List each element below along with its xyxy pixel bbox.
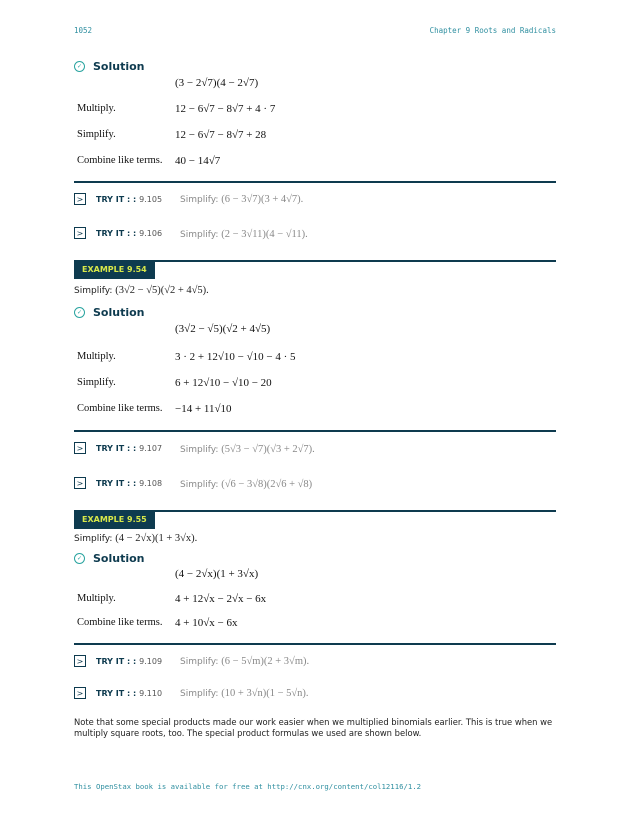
- chevron-right-icon[interactable]: >: [74, 655, 86, 667]
- exercise-number: 9.107: [139, 443, 163, 453]
- example-statement: Simplify: (4 − 2√x)(1 + 3√x).: [74, 533, 198, 544]
- exercise-problem: Simplify: (5√3 − √7)(√3 + 2√7).: [180, 444, 315, 455]
- step-label: Simplify.: [77, 129, 116, 140]
- example-tag: EXAMPLE 9.54: [74, 261, 155, 279]
- divider: [74, 181, 556, 183]
- example-tag: EXAMPLE 9.55: [74, 511, 155, 529]
- step-label: Simplify.: [77, 377, 116, 388]
- exercise-number: 9.110: [139, 688, 163, 698]
- try-it-label: TRY IT : :: [96, 478, 137, 488]
- step-expr: 12 − 6√7 − 8√7 + 28: [175, 129, 267, 141]
- step-label: Multiply.: [77, 351, 116, 362]
- body-paragraph: Note that some special products made our work easier when we multiplied binomials earlier. This is true when we multiply square roots, too. The special product formulas we used are shown below.: [74, 717, 553, 738]
- solution-label: Solution: [93, 60, 145, 73]
- chevron-right-icon[interactable]: >: [74, 687, 86, 699]
- solution-heading: [74, 306, 145, 319]
- step-label: Combine like terms.: [77, 403, 163, 414]
- try-it-label: TRY IT : :: [96, 688, 137, 698]
- check-circle-icon: ✓: [74, 553, 85, 564]
- try-it-label: TRY IT : :: [96, 228, 137, 238]
- divider: [74, 643, 556, 645]
- exercise-problem: Simplify: (10 + 3√n)(1 − 5√n).: [180, 688, 309, 699]
- footer-link[interactable]: This OpenStax book is available for free at http://cnx.org/content/col12116/1.2: [74, 782, 422, 791]
- step-expr: 3 · 2 + 12√10 − √10 − 4 · 5: [175, 351, 296, 363]
- step-label: Combine like terms.: [77, 155, 163, 166]
- chevron-right-icon[interactable]: >: [74, 193, 86, 205]
- chevron-right-icon[interactable]: >: [74, 477, 86, 489]
- step-label: Multiply.: [77, 103, 116, 114]
- try-it-label: TRY IT : :: [96, 656, 137, 666]
- try-it-row[interactable]: [74, 227, 162, 239]
- divider: [74, 430, 556, 432]
- exercise-number: 9.108: [139, 478, 163, 488]
- exercise-number: 9.106: [139, 228, 163, 238]
- try-it-row[interactable]: [74, 655, 162, 667]
- step-expr: 40 − 14√7: [175, 155, 221, 167]
- page-number: 1052: [74, 26, 93, 35]
- exercise-number: 9.105: [139, 194, 163, 204]
- step-expr: 4 + 12√x − 2√x − 6x: [175, 593, 267, 605]
- chevron-right-icon[interactable]: >: [74, 227, 86, 239]
- step-expr: −14 + 11√10: [175, 403, 232, 415]
- try-it-row[interactable]: [74, 442, 162, 454]
- step-label: Multiply.: [77, 593, 116, 604]
- chevron-right-icon[interactable]: >: [74, 442, 86, 454]
- step-label: Combine like terms.: [77, 617, 163, 628]
- solution-heading: [74, 60, 145, 73]
- example-statement: Simplify: (3√2 − √5)(√2 + 4√5).: [74, 285, 209, 296]
- math-start: (3√2 − √5)(√2 + 4√5): [175, 323, 271, 335]
- check-circle-icon: ✓: [74, 61, 85, 72]
- math-start: (4 − 2√x)(1 + 3√x): [175, 568, 259, 580]
- try-it-label: TRY IT : :: [96, 194, 137, 204]
- chapter-title: Chapter 9 Roots and Radicals: [429, 26, 556, 35]
- try-it-row[interactable]: [74, 193, 162, 205]
- exercise-number: 9.109: [139, 656, 163, 666]
- try-it-row[interactable]: [74, 687, 162, 699]
- solution-heading: [74, 552, 145, 565]
- try-it-label: TRY IT : :: [96, 443, 137, 453]
- try-it-row[interactable]: [74, 477, 162, 489]
- step-expr: 4 + 10√x − 6x: [175, 617, 238, 629]
- exercise-problem: Simplify: (6 − 3√7)(3 + 4√7).: [180, 194, 304, 205]
- solution-label: Solution: [93, 552, 145, 565]
- step-expr: 6 + 12√10 − √10 − 20: [175, 377, 272, 389]
- exercise-problem: Simplify: (2 − 3√11)(4 − √11).: [180, 229, 308, 240]
- math-start: (3 − 2√7)(4 − 2√7): [175, 77, 259, 89]
- exercise-problem: Simplify: (√6 − 3√8)(2√6 + √8): [180, 479, 313, 490]
- exercise-problem: Simplify: (6 − 5√m)(2 + 3√m).: [180, 656, 310, 667]
- check-circle-icon: ✓: [74, 307, 85, 318]
- step-expr: 12 − 6√7 − 8√7 + 4 · 7: [175, 103, 276, 115]
- solution-label: Solution: [93, 306, 145, 319]
